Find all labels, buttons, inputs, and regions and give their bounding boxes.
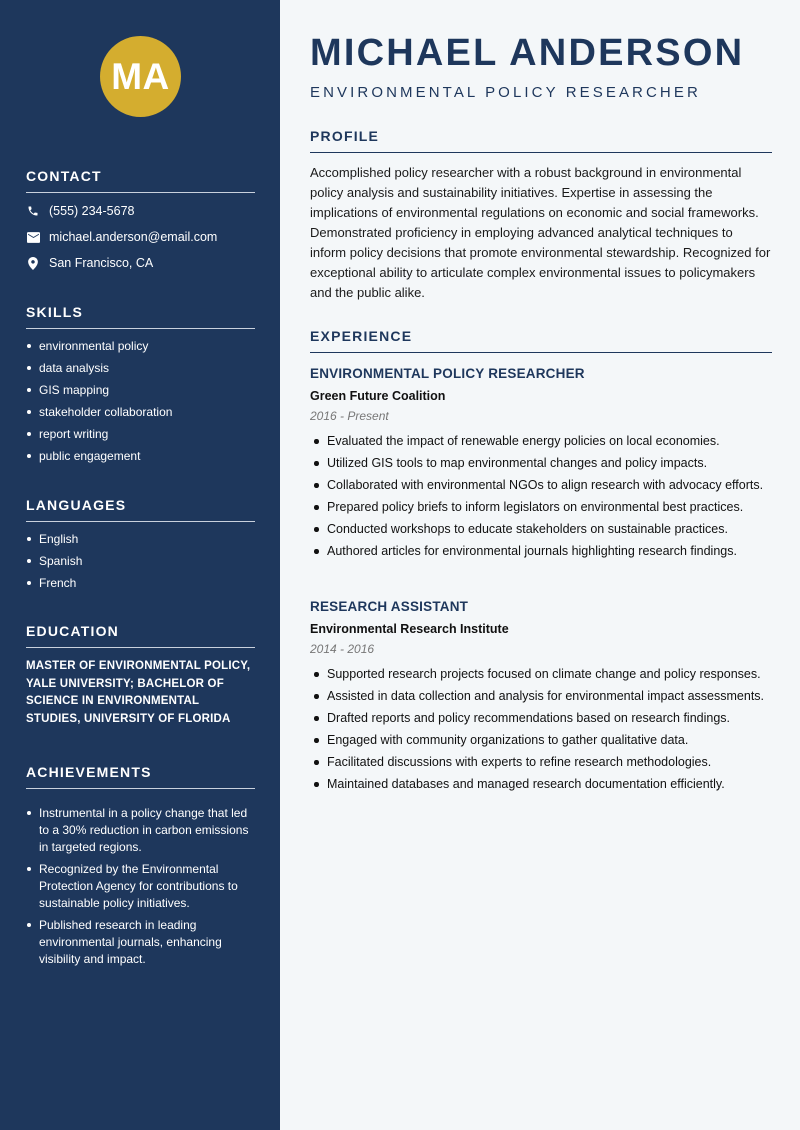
- experience-heading: EXPERIENCE: [310, 328, 772, 353]
- achievement-item: Recognized by the Environmental Protection Agency for contributions to sustainable policy initiatives.: [26, 861, 255, 912]
- candidate-name: MICHAEL ANDERSON: [310, 32, 745, 74]
- skill-item: GIS mapping: [26, 382, 255, 398]
- language-item: French: [26, 575, 255, 591]
- job-bullet: Facilitated discussions with experts to refine research methodologies.: [310, 753, 772, 771]
- sidebar: [0, 0, 280, 1130]
- contact-location: [26, 250, 255, 276]
- education-heading: EDUCATION: [26, 623, 255, 648]
- skill-item: public engagement: [26, 448, 255, 464]
- job-bullet: Conducted workshops to educate stakeholders on sustainable practices.: [310, 520, 772, 538]
- achievement-item: Instrumental in a policy change that led to a 30% reduction in carbon emissions in targeted regions.: [26, 805, 255, 856]
- job-dates: 2014 - 2016: [310, 642, 375, 656]
- contact-heading: CONTACT: [26, 168, 255, 193]
- contact-email: [26, 224, 255, 250]
- languages-section: [26, 497, 255, 597]
- skill-item: report writing: [26, 426, 255, 442]
- job-bullet: Authored articles for environmental journals highlighting research findings.: [310, 542, 772, 560]
- achievements-heading: ACHIEVEMENTS: [26, 764, 255, 789]
- job-title: ENVIRONMENTAL POLICY RESEARCHER: [310, 366, 585, 381]
- skill-item: stakeholder collaboration: [26, 404, 255, 420]
- email-icon: [26, 230, 40, 244]
- contact-phone: [26, 198, 255, 224]
- achievements-section: [26, 764, 255, 973]
- job-bullet: Collaborated with environmental NGOs to align research with advocacy efforts.: [310, 476, 772, 494]
- job-company: Green Future Coalition: [310, 389, 446, 403]
- job-dates: 2016 - Present: [310, 409, 389, 423]
- job-entry: [310, 599, 772, 797]
- candidate-title: ENVIRONMENTAL POLICY RESEARCHER: [310, 84, 701, 101]
- job-bullet: Evaluated the impact of renewable energy policies on local economies.: [310, 432, 772, 450]
- phone-icon: [26, 204, 40, 218]
- job-bullet: Drafted reports and policy recommendations based on research findings.: [310, 709, 772, 727]
- job-bullet: Supported research projects focused on climate change and policy responses.: [310, 665, 772, 683]
- achievement-item: Published research in leading environmental journals, enhancing visibility and impact.: [26, 917, 255, 968]
- job-company: Environmental Research Institute: [310, 622, 509, 636]
- skill-item: data analysis: [26, 360, 255, 376]
- job-bullet: Assisted in data collection and analysis for environmental impact assessments.: [310, 687, 772, 705]
- contact-section: [26, 168, 255, 276]
- job-entry: [310, 366, 772, 564]
- language-item: Spanish: [26, 553, 255, 569]
- education-section: [26, 623, 255, 728]
- avatar-initials: MA: [100, 36, 181, 117]
- location-text: San Francisco, CA: [49, 256, 154, 270]
- job-bullet: Utilized GIS tools to map environmental changes and policy impacts.: [310, 454, 772, 472]
- job-bullet: Maintained databases and managed research documentation efficiently.: [310, 775, 772, 793]
- education-text: MASTER OF ENVIRONMENTAL POLICY, YALE UNIVERSITY; BACHELOR OF SCIENCE IN ENVIRONMENTAL STUDIES, UNIVERSITY OF FLORIDA: [26, 660, 251, 725]
- languages-heading: LANGUAGES: [26, 497, 255, 522]
- job-title: RESEARCH ASSISTANT: [310, 599, 469, 614]
- email-text: michael.anderson@email.com: [49, 230, 218, 244]
- profile-text: Accomplished policy researcher with a robust background in environmental policy analysis and sustainability initiatives. Expertise in assessing the implications of environmental regulations on economic and social frameworks. Demonstrated proficiency in employing advanced analytical techniques to inform policy decisions that promote environmental stewardship. Recognized for exceptional ability to articulate complex environmental issues to policymakers and the public alike.: [310, 165, 771, 300]
- profile-heading: PROFILE: [310, 128, 772, 153]
- skills-heading: SKILLS: [26, 304, 255, 329]
- location-pin-icon: [26, 256, 40, 270]
- language-item: English: [26, 531, 255, 547]
- job-bullet: Engaged with community organizations to gather qualitative data.: [310, 731, 772, 749]
- skill-item: environmental policy: [26, 338, 255, 354]
- skills-section: [26, 304, 255, 470]
- phone-text: (555) 234-5678: [49, 204, 135, 218]
- job-bullet: Prepared policy briefs to inform legislators on environmental best practices.: [310, 498, 772, 516]
